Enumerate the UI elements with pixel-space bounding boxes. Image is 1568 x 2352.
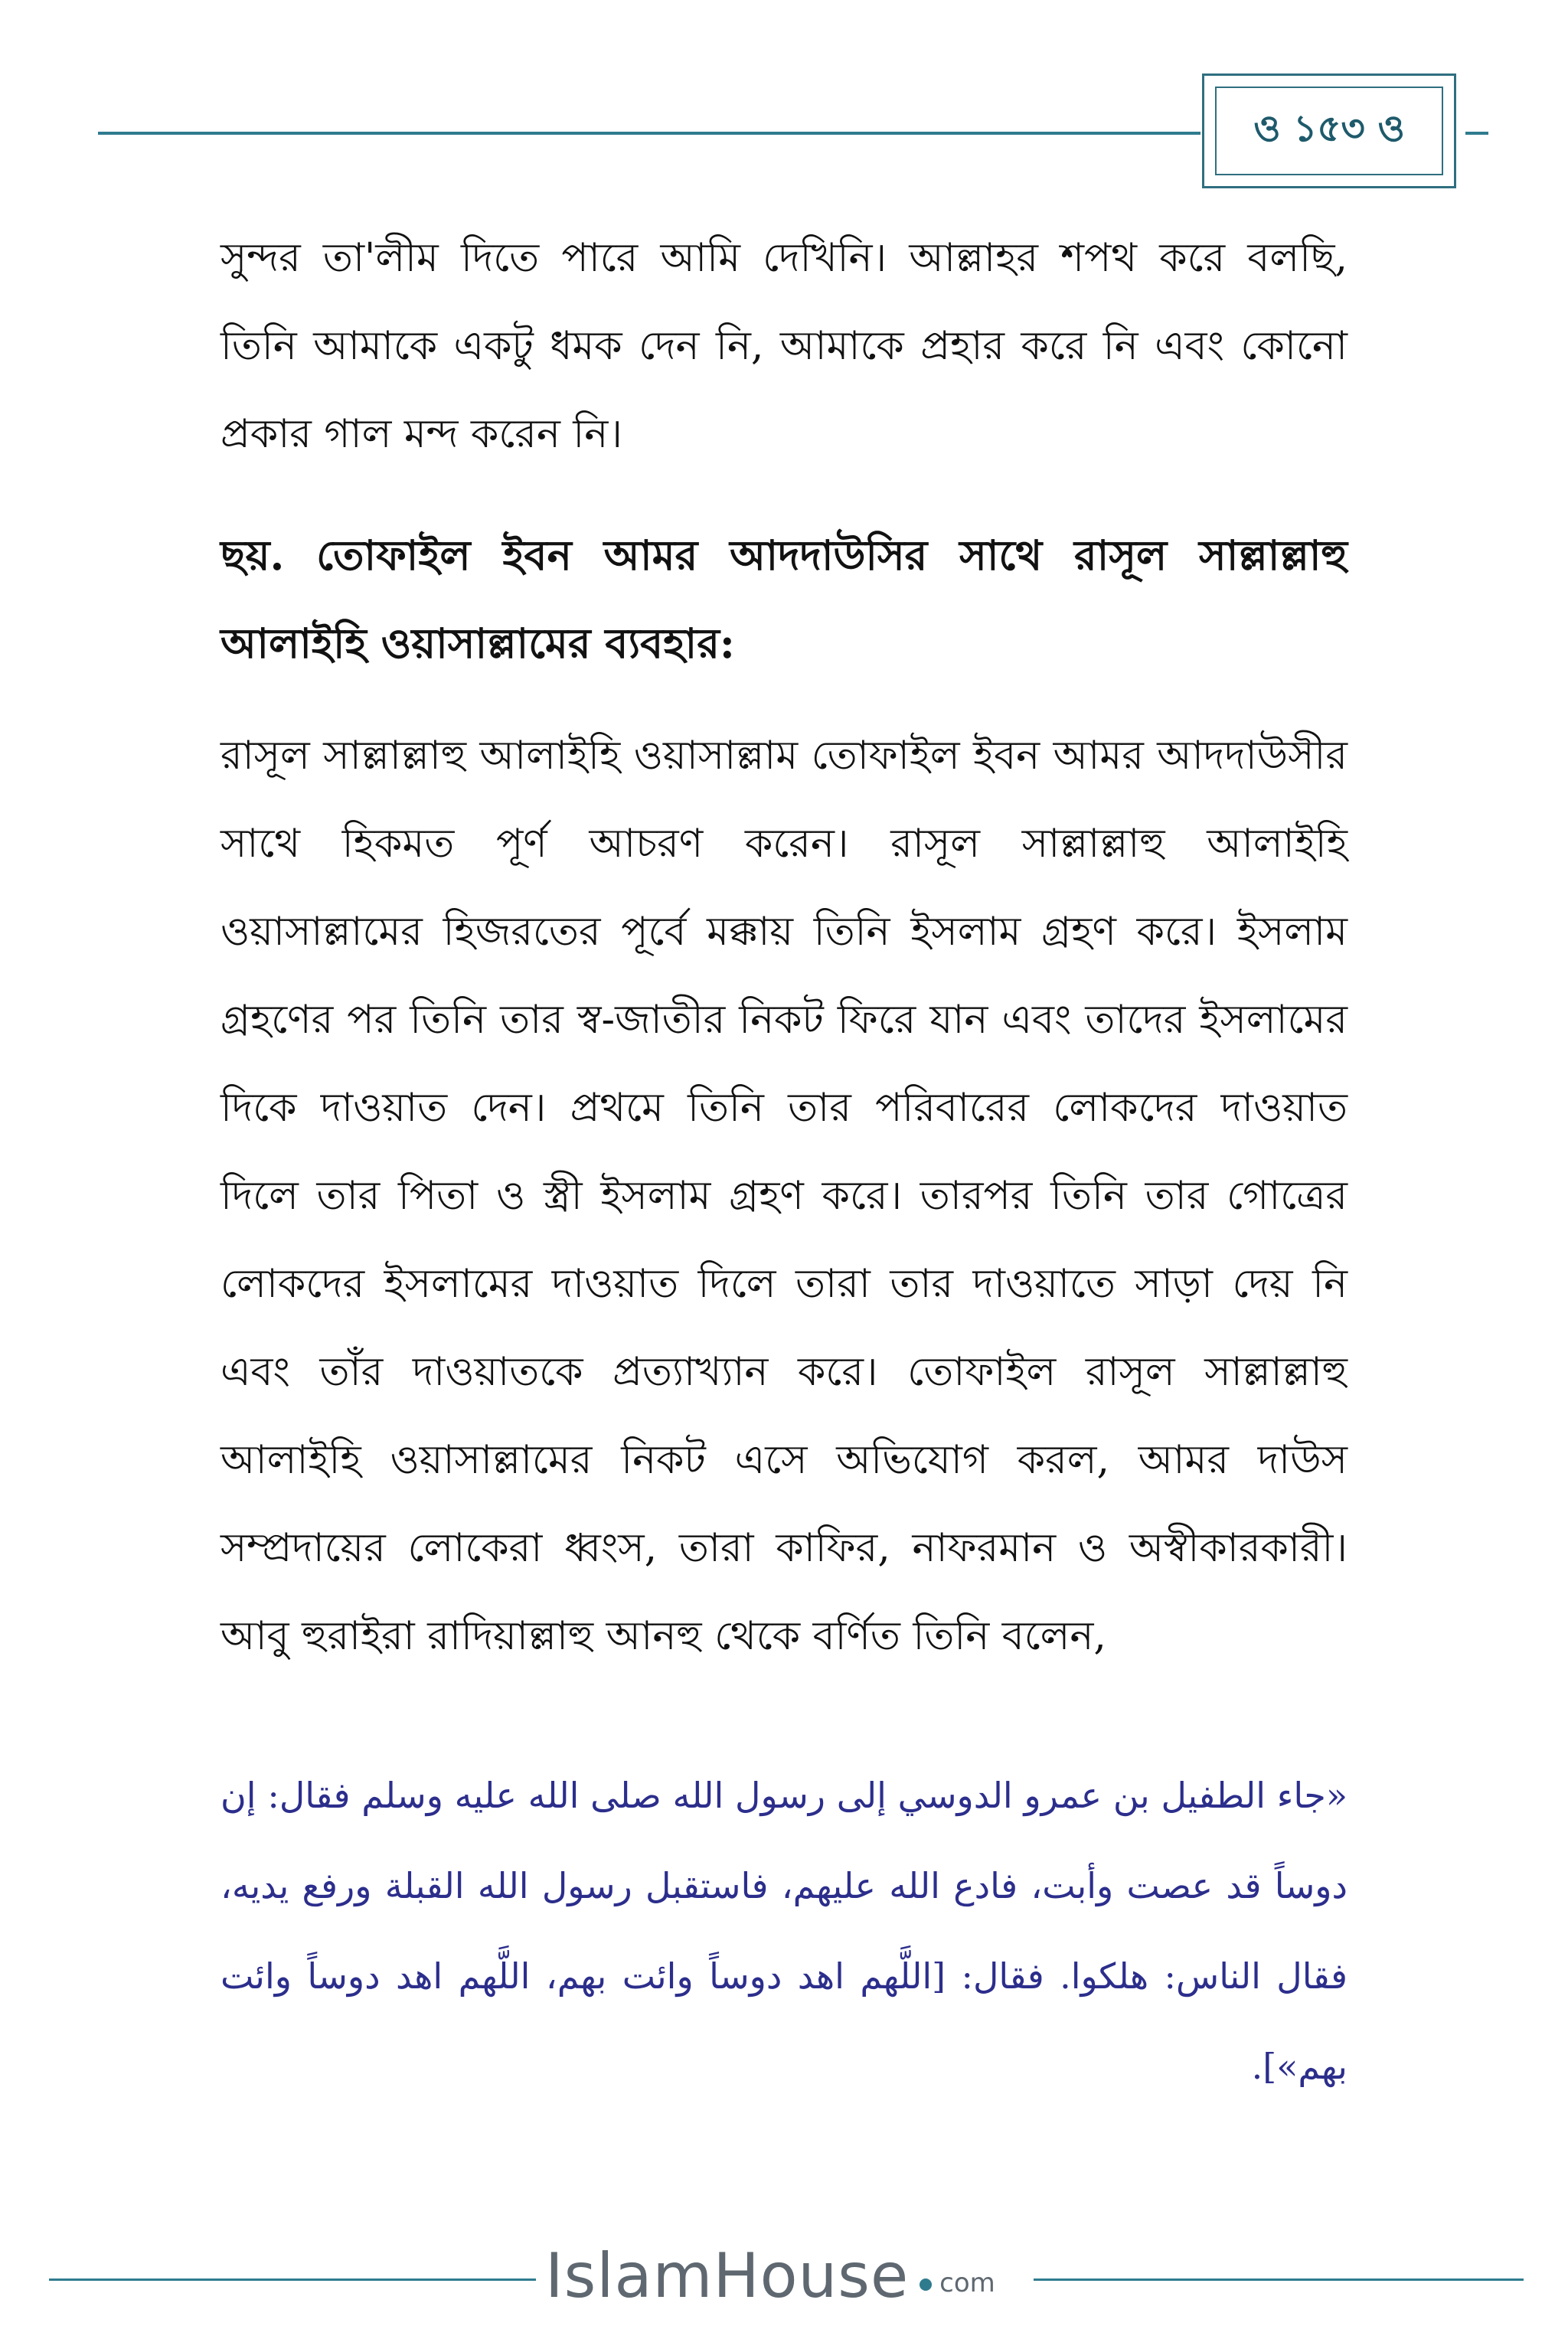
footer-rule-right [1034,2278,1524,2281]
body-paragraph [220,712,1348,1681]
arabic-hadith-quote: «جاء الطفيل بن عمرو الدوسي إلى رسول الله صلى الله عليه وسلم فقال: إن دوساً قد عصت وأبت، فادع الله عليهم، فاستقبل رسول الله القبلة ورفع يديه، فقال الناس: هلكوا. فقال: [اللَّهم اهد دوساً وائت بهم، اللَّهم اهد دوساً وائت بهم»]. [220,1775,1348,2087]
page-number-badge [1202,74,1456,188]
page-number: ও ১৫৩ ও [1253,106,1405,150]
section-heading [220,511,1348,688]
paragraph-text: সুন্দর তা'লীম দিতে পারে আমি দেখিনি। আল্লাহর শপথ করে বলছি, তিনি আমাকে একটু ধমক দেন নি, আমাকে প্রহার করে নি এবং কোনো প্রকার গাল মন্দ করেন নি। [220,235,1348,457]
islamhouse-logo [545,2230,995,2321]
section-heading-text: ছয়. তোফাইল ইবন আমর আদদাউসির সাথে রাসূল সাল্লাল্লাহু আলাইহি ওয়াসাল্লামের ব্যবহার: [220,531,1348,668]
paragraph-top [220,214,1348,479]
footer-brand: IslamHouse [545,2239,910,2311]
footer-domain: com [939,2268,995,2298]
logo-dot-icon [920,2278,932,2291]
body-paragraph-text: রাসূল সাল্লাল্লাহু আলাইহি ওয়াসাল্লাম তোফাইল ইবন আমর আদদাউসীর সাথে হিকমত পূর্ণ আচরণ করেন। রাসূল সাল্লাল্লাহু আলাইহি ওয়াসাল্লামের হিজরতের পূর্বে মক্কায় তিনি ইসলাম গ্রহণ করে। ইসলাম গ্রহণের পর তিনি তার স্ব-জাতীর নিকট ফিরে যান এবং তাদের ইসলামের দিকে দাওয়াত দেন। প্রথমে তিনি তার পরিবারের লোকদের দাওয়াত দিলে তার পিতা ও স্ত্রী ইসলাম গ্রহণ করে। তারপর তিনি তার গোত্রের লোকদের ইসলামের দাওয়াত দিলে তারা তার দাওয়াতে সাড়া দেয় নি এবং তাঁর দাওয়াতকে প্রত্যাখ্যান করে। তোফাইল রাসূল সাল্লাল্লাহু আলাইহি ওয়াসাল্লামের নিকট এসে অভিযোগ করল, আমর দাউস সম্প্রদায়ের লোকেরা ধ্বংস, তারা কাফির, নাফরমান ও অস্বীকারকারী। আবু হুরাইরা রাদিয়াল্লাহু আনহু থেকে বর্ণিত তিনি বলেন, [220,733,1348,1659]
footer-rule-left [49,2278,536,2281]
header-rule-right [1465,132,1488,135]
header-rule-left [98,132,1200,135]
page-number-frame [1215,87,1443,175]
